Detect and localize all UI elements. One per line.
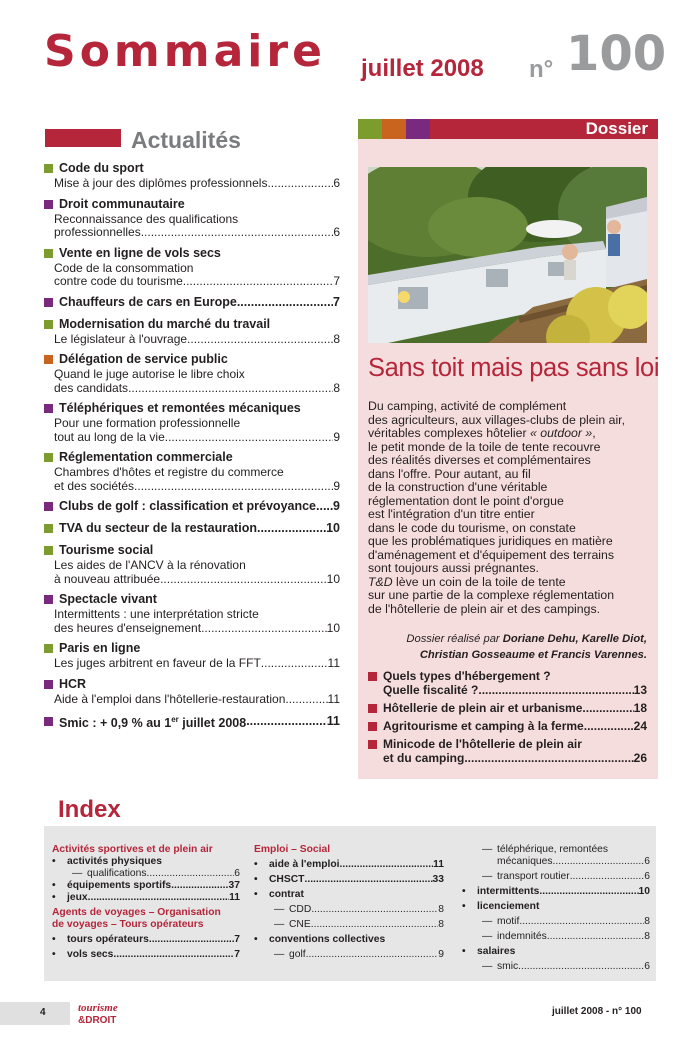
toc-subtitle: Chambres d'hôtes et registre du commerce [54, 465, 284, 479]
index-column [52, 844, 240, 961]
issue-number: 100 [566, 26, 667, 82]
square-bullet-icon [368, 672, 377, 681]
toc-item [44, 449, 340, 493]
square-bullet-icon [44, 164, 53, 173]
dossier-toc [368, 669, 647, 769]
index-entry: • aide à l'emploi ..... 11 [254, 859, 444, 871]
index-title: Index [58, 796, 121, 823]
index-entry: • contrat [254, 889, 304, 900]
toc-item [44, 294, 340, 311]
intro-line: Du camping, activité de complément [368, 399, 567, 413]
square-bullet-icon [44, 320, 53, 329]
footer-issue: juillet 2008 - n° 100 [552, 1006, 642, 1017]
index-category: de voyages – Tours opérateurs [52, 919, 204, 930]
dossier-toc-item: Hôtellerie de plein air et urbanisme ..... 18 [368, 701, 647, 715]
toc-item [44, 245, 340, 289]
toc-subtitle: professionnelles ..... 6 [54, 226, 340, 240]
index-column [254, 844, 444, 961]
toc-subtitle: tout au long de la vie ..... 9 [54, 431, 340, 445]
square-bullet-icon [44, 355, 53, 364]
intro-line: d'aménagement et d'équipement des terrains [368, 547, 615, 562]
issue-number-prefix: n° [529, 56, 554, 83]
square-bullet-icon [44, 453, 53, 462]
logo-top-text: tourisme [78, 1002, 118, 1014]
index-subentry: — smic ..... 6 [462, 961, 650, 973]
index-subentry: — téléphérique, remontées [482, 844, 609, 855]
dossier-credit [367, 631, 647, 663]
toc-item [44, 676, 340, 707]
toc-heading: Spectacle vivant [44, 591, 340, 608]
intro-line: des réalités diverses et complémentaires [368, 453, 591, 467]
square-bullet-icon [368, 740, 377, 749]
page-title: Sommaire [44, 26, 326, 77]
toc-item [44, 351, 340, 395]
camping-mobile-home-photo [368, 167, 647, 343]
index-entry: • activités physiques [52, 856, 162, 867]
intro-line: dans l'offre. Pour autant, au fil [368, 466, 531, 481]
toc-subtitle: et des sociétés ..... 9 [54, 480, 340, 494]
index-box [44, 826, 656, 981]
square-bullet-icon [44, 404, 53, 413]
toc-heading: Délégation de service public [44, 351, 340, 368]
square-bullet-icon [44, 200, 53, 209]
index-subentry: — CDD ..... 8 [254, 904, 444, 916]
index-entry: • licenciement [462, 901, 540, 912]
toc-subtitle: Code de la consommation [54, 260, 194, 275]
toc-subtitle: des candidats ..... 8 [54, 382, 340, 396]
toc-heading: Vente en ligne de vols secs [44, 245, 340, 262]
credit-line: Dossier réalisé par Doriane Dehu, Karelle Diot, [406, 633, 647, 645]
intro-line: réglementation dont le point d'orgue [368, 493, 564, 508]
index-entry: • conventions collectives [254, 934, 386, 945]
toc-subtitle: Le législateur à l'ouvrage ..... 8 [54, 333, 340, 347]
square-bullet-icon [368, 722, 377, 731]
square-bullet-icon [44, 717, 53, 726]
toc-heading: Tourisme social [44, 542, 340, 559]
color-swatch [406, 119, 430, 139]
toc-subtitle: Les aides de l'ANCV à la rénovation [54, 558, 246, 572]
dossier-toc-item: Minicode de l'hôtellerie de plein air et du camping ..... 26 [368, 737, 647, 765]
toc-subtitle: contre code du tourisme ..... 7 [54, 275, 340, 289]
square-bullet-icon [44, 298, 53, 307]
index-entry: • vols secs ..... 7 [52, 949, 240, 961]
square-bullet-icon [44, 524, 53, 533]
footer-page-box [0, 1002, 70, 1025]
square-bullet-icon [44, 546, 53, 555]
index-column [462, 844, 650, 973]
section-title-actualites: Actualités [131, 127, 241, 153]
intro-line: dans le code du tourisme, on constate [368, 520, 576, 535]
toc-heading: Chauffeurs de cars en Europe ..... 7 [44, 294, 340, 311]
toc-subtitle: Aide à l'emploi dans l'hôtellerie-restauration ..... 11 [54, 693, 340, 707]
index-subentry-cont: mécaniques ..... 6 [462, 856, 650, 868]
index-subentry: — transport routier ..... 6 [462, 871, 650, 883]
intro-line: que les problématiques juridiques en matière [368, 534, 613, 548]
index-subentry: — golf ..... 9 [254, 949, 444, 961]
toc-heading: Droit communautaire [44, 196, 340, 213]
index-category: Emploi – Social [254, 844, 331, 855]
toc-heading: Smic : + 0,9 % au 1er juillet 2008 ..... 11 [44, 711, 340, 732]
page-number: 4 [40, 1007, 46, 1018]
index-entry: • CHSCT ..... 33 [254, 874, 444, 886]
toc-heading: Clubs de golf : classification et prévoyance ..... 9 [44, 498, 340, 515]
toc-item [44, 316, 340, 347]
square-bullet-icon [44, 644, 53, 653]
logo-bottom-text: &DROIT [78, 1015, 117, 1026]
toc-subtitle: Les juges arbitrent en faveur de la FFT ..... 11 [54, 657, 340, 671]
toc-item [44, 591, 340, 635]
index-category: Agents de voyages – Organisation [52, 907, 221, 918]
index-entry: • jeux ..... 11 [52, 892, 240, 904]
square-bullet-icon [44, 595, 53, 604]
index-category: Activités sportives et de plein air [52, 844, 213, 855]
toc-subtitle: à nouveau attribuée ..... 10 [54, 573, 340, 587]
issue-date: juillet 2008 [361, 55, 484, 82]
intro-line: véritables complexes hôtelier « outdoor », [368, 426, 596, 440]
dossier-toc-item: Agritourisme et camping à la ferme ..... 24 [368, 719, 647, 733]
intro-line: T&D lève un coin de la toile de tente [368, 574, 566, 589]
toc-subtitle: Pour une formation professionnelle [54, 416, 241, 430]
toc-heading: TVA du secteur de la restauration ..... 10 [44, 520, 340, 537]
dossier-panel [358, 119, 658, 779]
toc-heading: HCR [44, 676, 340, 693]
toc-item [44, 520, 340, 537]
actualites-toc [44, 160, 340, 737]
credit-line: Christian Gosseaume et Francis Varennes. [419, 649, 647, 661]
toc-item [44, 196, 340, 240]
toc-subtitle: Reconnaissance des qualifications [54, 211, 239, 226]
toc-heading: Téléphériques et remontées mécaniques [44, 400, 340, 417]
square-bullet-icon [44, 249, 53, 258]
square-bullet-icon [44, 502, 53, 511]
index-subentry: — indemnités ..... 8 [462, 931, 650, 943]
dossier-label: Dossier [430, 119, 658, 139]
tourisme-droit-logo [76, 1000, 146, 1026]
index-entry: • salaires [462, 946, 516, 957]
index-subentry: — CNE ..... 8 [254, 919, 444, 931]
square-bullet-icon [44, 680, 53, 689]
intro-line: est l'intégration d'un titre entier [368, 507, 535, 521]
dossier-toc-item: Quels types d'hébergement ? Quelle fiscalité ? ..... 13 [368, 669, 647, 697]
toc-item [44, 711, 340, 732]
intro-line: sont toujours aussi prégnantes. [368, 561, 539, 575]
toc-item [44, 640, 340, 671]
toc-item [44, 542, 340, 586]
index-term: activités physiques [67, 856, 162, 867]
square-bullet-icon [368, 704, 377, 713]
index-subentry: — qualifications ..... 6 [52, 868, 240, 880]
intro-line: de l'hôtellerie de plein air et des campings. [368, 601, 601, 616]
dossier-intro [368, 400, 653, 616]
section-bar [45, 129, 121, 147]
toc-subtitle: des heures d'enseignement ..... 10 [54, 622, 340, 636]
color-swatch [382, 119, 406, 139]
toc-heading: Modernisation du marché du travail [44, 316, 340, 333]
color-swatch [358, 119, 382, 139]
toc-heading: Paris en ligne [44, 640, 340, 657]
toc-heading: Code du sport [44, 160, 340, 177]
toc-item [44, 400, 340, 444]
toc-subtitle: Quand le juge autorise le libre choix [54, 367, 245, 381]
dossier-title: Sans toit mais pas sans loi [368, 354, 660, 382]
index-entry: • équipements sportifs ..... 37 [52, 880, 240, 892]
toc-item [44, 498, 340, 515]
intro-line: le petit monde de la toile de tente recouvre [368, 439, 601, 454]
intro-line: de la construction d'une véritable [368, 480, 548, 494]
index-entry: • tours opérateurs ..... 7 [52, 934, 240, 946]
index-entry: • intermittents ..... 10 [462, 886, 650, 898]
intro-line: des agriculteurs, aux villages-clubs de plein air, [368, 412, 626, 427]
index-subentry: — motif ..... 8 [462, 916, 650, 928]
toc-item [44, 160, 340, 191]
intro-line: sur une partie de la complexe réglementation [368, 588, 615, 602]
toc-subtitle: Mise à jour des diplômes professionnels ..... 6 [54, 177, 340, 191]
toc-subtitle: Intermittents : une interprétation stricte [54, 607, 259, 621]
toc-heading: Réglementation commerciale [44, 449, 340, 466]
